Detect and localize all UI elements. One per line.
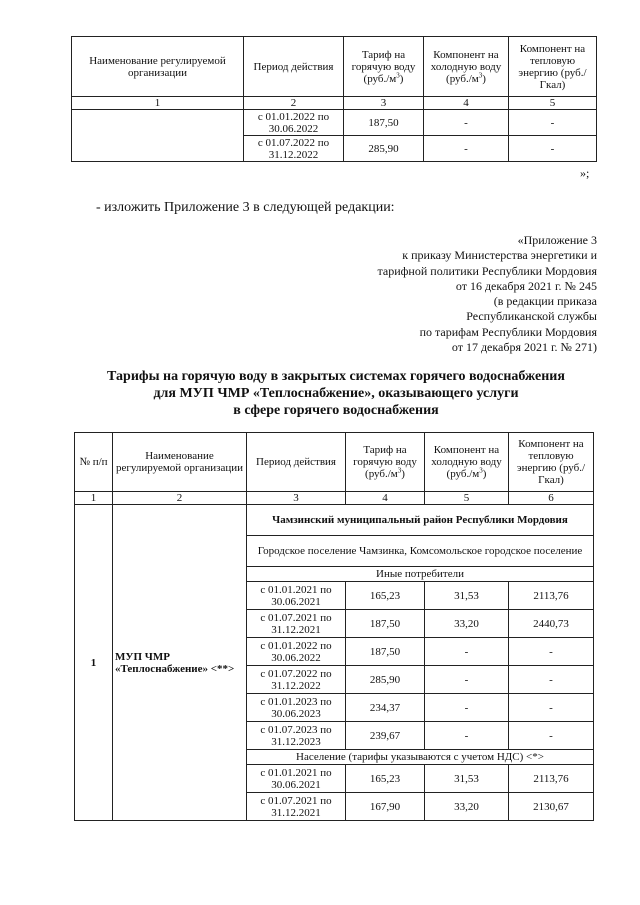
- cold-water-cell: 31,53: [425, 582, 509, 610]
- heat-energy-cell: -: [509, 722, 594, 750]
- consumer-group-header: Иные потребители: [247, 567, 594, 582]
- heat-energy-cell: -: [509, 694, 594, 722]
- column-number: 6: [509, 492, 594, 505]
- period-cell: с 01.01.2022 по 30.06.2022: [244, 110, 344, 136]
- document-title: [0, 368, 640, 419]
- period-cell: с 01.01.2023 по 30.06.2023: [247, 694, 346, 722]
- tariff-cell: 285,90: [346, 666, 425, 694]
- tariff-cell: 234,37: [346, 694, 425, 722]
- column-number: 2: [244, 97, 344, 110]
- tariff-cell: 165,23: [346, 765, 425, 793]
- heat-energy-cell: -: [509, 136, 597, 162]
- column-number: 4: [346, 492, 425, 505]
- cold-water-cell: -: [425, 638, 509, 666]
- column-number: 5: [509, 97, 597, 110]
- period-cell: с 01.01.2021 по 30.06.2021: [247, 765, 346, 793]
- instruction-text: - изложить Приложение 3 в следующей редакции:: [96, 200, 395, 215]
- tariff-cell: 167,90: [346, 793, 425, 821]
- cold-water-cell: 33,20: [425, 793, 509, 821]
- row-number-cell: 1: [75, 505, 113, 821]
- header-cold-water: Компонент на холодную воду $(руб./м^3)$: [424, 37, 509, 97]
- tariff-cell: 187,50: [344, 110, 424, 136]
- appendix-line: «Приложение 3: [517, 233, 597, 247]
- header-tariff: Тариф на горячую воду $(руб./м^3)$: [346, 433, 425, 492]
- column-number: 4: [424, 97, 509, 110]
- header-cold-water: Компонент на холодную воду $(руб./м^3)$: [425, 433, 509, 492]
- cold-water-cell: -: [424, 136, 509, 162]
- cold-water-cell: -: [425, 666, 509, 694]
- title-line: в сфере горячего водоснабжения: [233, 403, 439, 418]
- appendix-line: от 17 декабря 2021 г. № 271): [451, 340, 597, 355]
- header-organization: Наименование регулируемой организации: [113, 433, 247, 492]
- appendix-line: к приказу Министерства энергетики и: [402, 248, 597, 263]
- appendix-reference: [297, 233, 597, 355]
- tariff-table: [74, 432, 594, 821]
- organization-cell: [72, 110, 244, 162]
- appendix-line: по тарифам Республики Мордовия: [419, 324, 597, 339]
- table-row: [72, 110, 597, 136]
- column-number: 5: [425, 492, 509, 505]
- header-heat-energy: Компонент на тепловую энергию (руб./Гкал): [509, 433, 594, 492]
- period-cell: с 01.07.2023 по 31.12.2023: [247, 722, 346, 750]
- closing-quote-mark: »;: [580, 166, 590, 180]
- district-header: Чамзинский муниципальный район Республики Мордовия: [247, 505, 594, 536]
- tariff-cell: 285,90: [344, 136, 424, 162]
- tariff-cell: 165,23: [346, 582, 425, 610]
- heat-energy-cell: 2440,73: [509, 610, 594, 638]
- appendix-line: Республиканской службы: [466, 309, 597, 324]
- tariff-table-continuation: [71, 36, 597, 162]
- cold-water-cell: -: [425, 694, 509, 722]
- tariff-cell: 187,50: [346, 610, 425, 638]
- heat-energy-cell: -: [509, 638, 594, 666]
- consumer-group-header: Население (тарифы указываются с учетом НДС) <*>: [247, 750, 594, 765]
- title-line: для МУП ЧМР «Теплоснабжение», оказывающего услуги: [153, 386, 519, 401]
- period-cell: с 01.07.2022 по 31.12.2022: [244, 136, 344, 162]
- settlement-header: Городское поселение Чамзинка, Комсомольское городское поселение: [247, 536, 594, 567]
- header-heat-energy: Компонент на тепловую энергию (руб./Гкал): [509, 37, 597, 97]
- header-period: Период действия: [244, 37, 344, 97]
- tariff-cell: 187,50: [346, 638, 425, 666]
- heat-energy-cell: -: [509, 666, 594, 694]
- period-cell: с 01.07.2022 по 31.12.2022: [247, 666, 346, 694]
- title-line: Тарифы на горячую воду в закрытых системах горячего водоснабжения: [107, 369, 565, 384]
- column-number: 3: [344, 97, 424, 110]
- cold-water-cell: 33,20: [425, 610, 509, 638]
- tariff-cell: 239,67: [346, 722, 425, 750]
- header-tariff: Тариф на горячую воду $(руб./м^3)$: [344, 37, 424, 97]
- column-number: 3: [247, 492, 346, 505]
- appendix-line: тарифной политики Республики Мордовия: [377, 263, 597, 278]
- cold-water-cell: -: [425, 722, 509, 750]
- column-number: 1: [75, 492, 113, 505]
- period-cell: с 01.01.2021 по 30.06.2021: [247, 582, 346, 610]
- header-number: № п/п: [75, 433, 113, 492]
- cold-water-cell: 31,53: [425, 765, 509, 793]
- heat-energy-cell: 2113,76: [509, 765, 594, 793]
- heat-energy-cell: 2130,67: [509, 793, 594, 821]
- period-cell: с 01.07.2021 по 31.12.2021: [247, 793, 346, 821]
- column-number: 2: [113, 492, 247, 505]
- heat-energy-cell: 2113,76: [509, 582, 594, 610]
- heat-energy-cell: -: [509, 110, 597, 136]
- period-cell: с 01.07.2021 по 31.12.2021: [247, 610, 346, 638]
- header-period: Период действия: [247, 433, 346, 492]
- cold-water-cell: -: [424, 110, 509, 136]
- period-cell: с 01.01.2022 по 30.06.2022: [247, 638, 346, 666]
- appendix-line: от 16 декабря 2021 г. № 245: [455, 278, 597, 293]
- organization-name-cell: МУП ЧМР «Теплоснабжение» <**>: [113, 505, 247, 821]
- header-organization: Наименование регулируемой организации: [72, 37, 244, 97]
- appendix-line: (в редакции приказа: [493, 294, 597, 309]
- column-number: 1: [72, 97, 244, 110]
